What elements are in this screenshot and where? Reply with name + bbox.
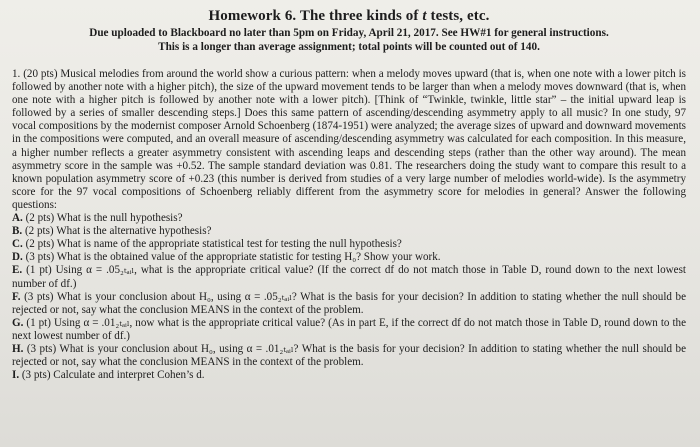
question-label: B. xyxy=(12,225,23,238)
question-list xyxy=(12,212,686,382)
question-f xyxy=(12,291,686,317)
question-b xyxy=(12,225,686,238)
due-line: Due uploaded to Blackboard no later than 5pm on Friday, April 21, 2017. See HW#1 for general instructions. xyxy=(89,27,609,39)
question-label: F. xyxy=(12,290,21,303)
question-text: (2 pts) What is name of the appropriate statistical test for testing the null hypothesis? xyxy=(22,238,402,251)
question-label: C. xyxy=(12,238,23,251)
document-header xyxy=(12,8,686,54)
problem-1 xyxy=(12,68,686,382)
question-label: A. xyxy=(12,212,23,225)
question-label: G. xyxy=(12,316,24,329)
question-a xyxy=(12,212,686,225)
question-text: (3 pts) What is your conclusion about H₀, using α = .05₂ₜₐᵢₗ? What is the basis for your decision? In addition to stating whether the null should be rejected or not, say what the conclusion MEANS in the context of the problem. xyxy=(12,290,686,316)
problem-intro: 1. (20 pts) Musical melodies from around the world show a curious pattern: when a melody moves upward (that is, when one note with a lower pitch is followed by another note with a higher pitch), the size of the upward movement tends to be larger than when a melody moves downward (that is, when one note with a higher pitch is followed by another note with a lower pitch). [Think of “Twinkle, twinkle, little star” – the initial upward leap is followed by a series of smaller descending steps.] Does this same pattern of ascending/descending asymmetry apply to all music? In one study, 97 vocal compositions by the modernist composer Arnold Schoenberg (1874-1951) were analyzed; the average sizes of upward and downward movements in the compositions were computed, and an overall measure of ascending/descending asymmetry was calculated for each composition. In this measure, a higher number reflects a greater asymmetry consistent with ascending leaps and descending steps (rather than the other way around). The mean asymmetry score in the sample was +0.52. The sample standard deviation was 0.81. The researchers doing the study want to compare this result to a known population asymmetry score of +0.23 (this number is derived from studies of a very large number of melodies world-wide). Is the asymmetry score for the 97 vocal compositions of Schoenberg reliably different from the asymmetry score for melodies in general? Answer the following questions: xyxy=(12,68,686,211)
title-text-end: tests, etc. xyxy=(426,8,490,24)
title-t-letter: t xyxy=(422,8,427,24)
title-text-start: Homework 6. The three kinds of xyxy=(208,8,423,24)
length-note: This is a longer than average assignment; total points will be counted out of 140. xyxy=(158,40,540,53)
question-g xyxy=(12,317,686,343)
question-e xyxy=(12,264,686,290)
question-text: (1 pt) Using α = .05₂ₜₐᵢₗ, what is the appropriate critical value? (If the correct df do not match those in Table D, round down to the next lowest number of df.) xyxy=(12,264,686,290)
question-text: (1 pt) Using α = .01₂ₜₐᵢₗ, now what is the appropriate critical value? (As in part E, if the correct df do not match those in Table D, round down to the next lowest number of df.) xyxy=(12,316,686,342)
question-text: (3 pts) Calculate and interpret Cohen’s d. xyxy=(19,369,205,382)
question-label: E. xyxy=(12,264,23,277)
document-title xyxy=(12,8,686,25)
question-label: I. xyxy=(12,369,20,382)
question-text: (2 pts) What is the null hypothesis? xyxy=(22,212,183,225)
question-i xyxy=(12,369,686,382)
question-d xyxy=(12,251,686,264)
question-h xyxy=(12,343,686,369)
question-text: (3 pts) What is the obtained value of the appropriate statistic for testing H₀? Show your work. xyxy=(22,251,441,264)
question-label: D. xyxy=(12,251,23,264)
question-text: (3 pts) What is your conclusion about H₀, using α = .01₂ₜₐᵢₗ? What is the basis for your decision? In addition to stating whether the null should be rejected or not, say what the conclusion MEANS in the context of the problem. xyxy=(12,342,686,369)
question-label: H. xyxy=(12,342,24,355)
question-text: (2 pts) What is the alternative hypothesis? xyxy=(22,225,212,238)
question-c xyxy=(12,238,686,251)
